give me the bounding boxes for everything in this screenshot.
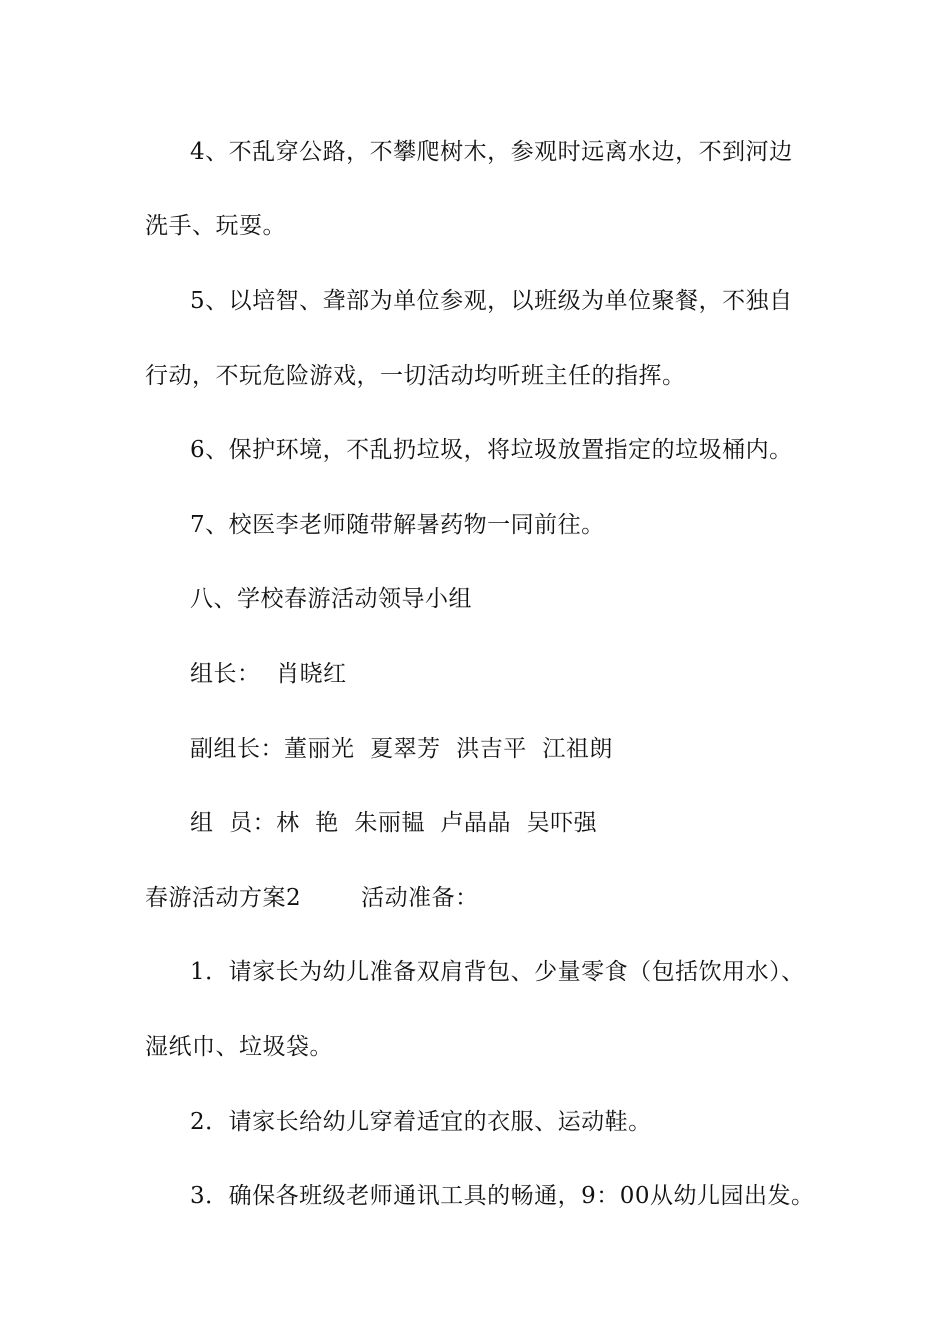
plan-title: 春游活动方案2 [145, 885, 302, 911]
group-members: 组 员：林 艳 朱丽韫 卢晶晶 吴吓强 [190, 810, 598, 836]
rule-4-line-2: 洗手、玩耍。 [145, 213, 286, 239]
group-leader: 组长： 肖晓红 [190, 661, 347, 687]
deputy-leaders: 副组长：董丽光 夏翠芳 洪吉平 江祖朗 [190, 736, 613, 762]
rule-5-line-1: 5、以培智、聋部为单位参观，以班级为单位聚餐，不独自 [190, 288, 793, 314]
rule-6: 6、保护环境，不乱扔垃圾，将垃圾放置指定的垃圾桶内。 [190, 437, 793, 463]
section-heading-leadership: 八、学校春游活动领导小组 [190, 586, 472, 612]
prep-1-line-1: 1．请家长为幼儿准备双肩背包、少量零食（包括饮用水）、 [190, 959, 805, 985]
prep-1-line-2: 湿纸巾、垃圾袋。 [145, 1034, 333, 1060]
prep-2: 2．请家长给幼儿穿着适宜的衣服、运动鞋。 [190, 1109, 652, 1135]
prep-3: 3．确保各班级老师通讯工具的畅通，9：00从幼儿园出发。 [190, 1183, 815, 1209]
rule-7: 7、校医李老师随带解暑药物一同前往。 [190, 512, 605, 538]
preparation-heading: 活动准备： [361, 885, 479, 911]
rule-4-line-1: 4、不乱穿公路，不攀爬树木，参观时远离水边，不到河边 [190, 139, 793, 165]
rule-5-line-2: 行动，不玩危险游戏，一切活动均听班主任的指挥。 [145, 363, 686, 389]
plan-2-heading [145, 883, 479, 913]
